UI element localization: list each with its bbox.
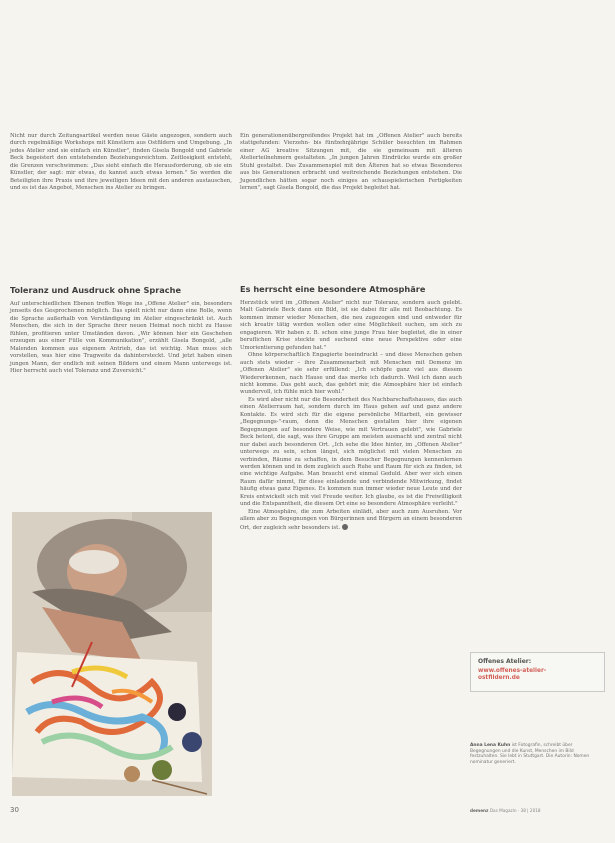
footer-brand: demenz — [470, 808, 489, 813]
painting-photo-illustration — [12, 512, 212, 796]
left-column-body — [10, 301, 232, 376]
footer-issue: Das Magazin · 38 | 2018 — [489, 808, 541, 813]
footer — [470, 808, 541, 813]
paragraph-final-text: Eine Atmosphäre, die zum Arbeiten einlädt, aber auch zum Ausruhen. Vor allem aber zu Begegnungen von Bürgerinnen und Bürgern an einem besonderen Ort, der zugleich sehr besonders ist. — [240, 508, 462, 531]
section-heading-toleranz: Toleranz und Ausdruck ohne Sprache — [10, 285, 182, 295]
paragraph: Nicht nur durch Zeitungsartikel werden neue Gäste angezogen, sondern auch durch regelmäßige Workshops mit Künstlern aus Ostfildern und Umgebung. „In jedes Atelier sind sie einfach ein Künstler", finden Gisela Bongold und Gabriele Beck begeistert den entstehenden Beziehungsreichtum. Zeitlosigkeit entsteht, die Grenzen verschwimmen: „Das sieht einfach die Herausforderung, ob sie ein Künstler, der sagt: mir etwas, du kannst auch etwas lernen." So werden die Beteiligten ihre Praxis und ihre jeweiligen Ideen mit den anderen austauschen, und es ist das Angebot, Menschen ins Atelier zu bringen. — [10, 133, 232, 192]
right-column-intro — [240, 133, 462, 193]
info-box-title: Offenes Atelier: — [478, 658, 532, 665]
info-box — [470, 652, 605, 692]
author-bio — [470, 743, 603, 766]
end-mark-icon — [342, 524, 348, 530]
right-column-body — [240, 300, 462, 532]
left-column-intro — [10, 133, 232, 193]
atelier-website-link[interactable]: www.offenes-atelier-ostfildern.de — [478, 668, 547, 681]
page-number: 30 — [10, 806, 19, 814]
author-bio-text: ist Fotografin, schreibt über Begegnungen und die Kunst, Menschen im Bild festzuhalten. Sie lebt in Stuttgart. Die Autorin: Nomen nominatur generiert. — [470, 743, 590, 766]
paragraph-final — [240, 509, 462, 532]
paragraph: Ohne körperschaftlich Engagierte beeindruckt – und diese Menschen gehen auch stets wieder – ihre Zusammenarbeit mit Menschen mit Demenz im „Offenen Atelier" sie sehr erfüllend: „Ich schöpfe ganz viel aus diesem Wiedererkennen, nach Hause und das merke ich dadurch. Weil ich dann auch nicht komme. Das geht auch, das gehört mir, die Atmosphäre hier ist einfach wundervoll, ich fühle mich hier wohl." — [240, 352, 462, 396]
paragraph: Auf unterschiedlichen Ebenen treffen Wege ins „Offene Atelier" ein, besonders jenseits des Gesprochenen möglich. Das spielt nicht nur dann eine Rolle, wenn die Sprache außerhalb von Verständigung im Atelier eingeschränkt ist. Auch Menschen, die sich in der Sprache ihrer neuen Heimat noch nicht zu Hause fühlen, profitieren unter Umständen davon. „Wir können hier ein Geschehen erzeugen aus einer Fülle von Kommunikation", erzählt Gisela Bongold, „alle Malenden kommen aus eigenem Antrieb, das ist wichtig. Man muss sich vorstellen, was hier eine Tragweite da dahintersteckt. Und jetzt haben einen jungen Mann, der endlich mit seinen Bildern und einem Mann unterwegs ist. Hier herrscht auch viel Toleranz und Zuversicht." — [10, 301, 232, 375]
section-heading-atmosphaere: Es herrscht eine besondere Atmosphäre — [240, 284, 426, 294]
paragraph: Es wird aber nicht nur die Besonderheit des Nachbarschaftshauses, das auch einen Atelierraum hat, sondern durch im Haus gehen auf und ganz andere Kontakte. Es wird sich für die eigene persönliche Mitarbeit, ein gewisser „Begegnungs-"-raum, denn die Menschen gestalten hier ihre eigenen Begegnungen auf besondere Weise, wie mit Vertrauen gelebt", wie Gabriele Beck betont, die sagt, was ihre Gruppe am meisten ausmacht und zentral nicht nur dabei auch besonderen Ort. „Ich sehe die Idee hinter, im „Offenen Atelier" unterwegs zu sein, schon längst, sich möglichst mit vielen Menschen zu verbinden, Räume zu schaffen, in dem Besucher Begegnungen kennenlernen werden können und in dem zugleich auch Ruhe und Raum für sich zu finden, ist eine wichtige Aufgabe. Man braucht erst einmal Geduld. Aber wer sich einen Raum dafür nimmt, für diese einladende und verbindende Mitwirkung, findet häufig etwas ganz Eigenes. Es kommen nun immer wieder neue Leute und der Kreis entwickelt sich mit viel Freude weiter. Ich glaube, es ist die Freiwilligkeit und die Entspanntheit, die diesem Ort eine so besondere Atmosphäre verleiht." — [240, 396, 462, 508]
paragraph: Herzstück wird im „Offenen Atelier" nicht nur Toleranz, sondern auch gelebt. Malt Gabriele Beck dann ein Bild, ist sie dabei für alle mit Beobachtung. Es kommen immer wieder Menschen, die neu zugezogen sind und entweder für sich kreativ tätig werden wollen oder eine Möglichkeit suchen, um sich zu engagieren. Wir haben z. B. schon eine junge Frau hier begleitet, die in einer beruflichen Krise steckte und suchend eine neue Perspektive oder eine Umorientierung gefunden hat." — [240, 300, 462, 351]
photo-painting-artist — [12, 512, 212, 796]
paragraph: Ein generationenübergreifendes Projekt hat im „Offenen Atelier" auch bereits stattgefunden: Vierzehn- bis fünfzehnjährige Schüler besuchten im Rahmen einer AG kreative Sitzungen mit, die sie gemeinsam mit älteren Atelierteilnehmern gestalteten. „In jungen Jahren Eindrücke wurde ein großer Stuhl gestaltet. Das Zusammenspiel mit den Älteren hat so etwas Besonderes aus bis Generationen erbracht und weitreichende Beziehungen entstehen. Die Jugendlichen hätten sogar noch einiges an schauspielerischen Fertigkeiten lernen", sagt Gisela Bongold, die das Projekt begleitet hat. — [240, 133, 462, 192]
author-name: Anna Lena Kuhn — [470, 743, 511, 748]
